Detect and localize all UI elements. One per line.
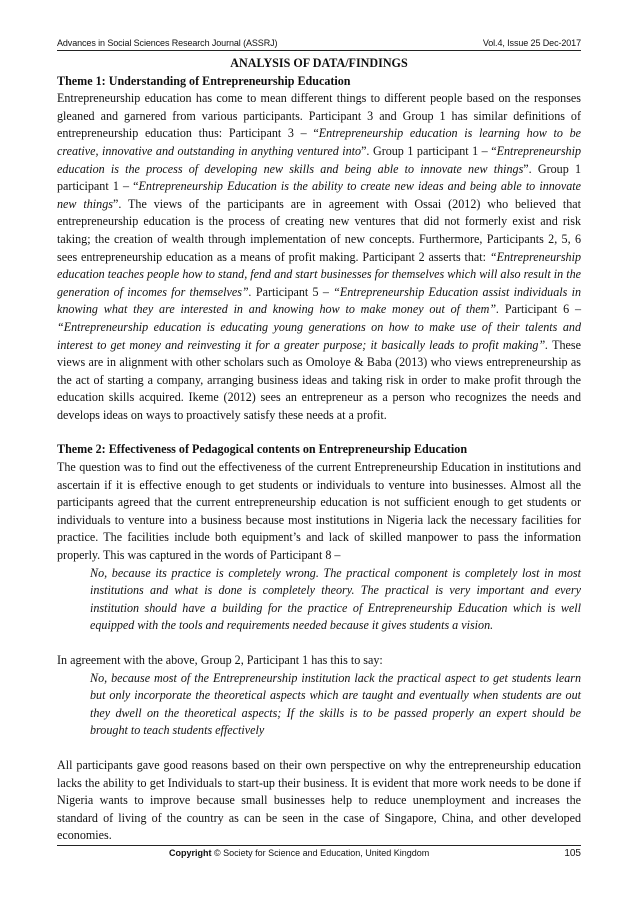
paragraph-text: ”. Group 1 participant 1 – “ [57,161,581,194]
footer-rule [57,845,581,846]
participant-quote: Entrepreneurship education is learning how to be creative, innovative and outstanding in anything ventured into [57,126,581,158]
spacer [57,740,581,757]
theme-2-paragraph-2: In agreement with the above, Group 2, Participant 1 has this to say: [57,653,383,667]
participant-quote: “Entrepreneurship Education assist individuals in knowing what they are interested in and knowing how to make money out of them”. [57,284,581,317]
paragraph-text: ”. Group 1 participant 1 – “ [361,143,497,158]
theme-2-paragraph-1: The question was to find out the effectiveness of the current Entrepreneurship Education in institutions and ascertain if it is effective enough to get students or individuals to venture into businesses. Almost all the participants agreed that the current entrepreneurship education is not sufficient enough to get students or individuals to venture into a business because most institutions in Nigeria lack the necessary facilities for practice. The facilities include both equipment’s and lack of skilled manpower to pass the information properly. This was captured in the words of Participant 8 – [57,460,581,563]
paragraph-text: These views are in alignment with other scholars such as Omoloye & Baba (2013) who views entrepreneurship as the act of starting a company, arranging business ideas and taking risk in order to make profit through the education skills acquired. Ikeme (2012) sees an entrepreneur as a person who recognizes the needs and develops ideas on ways to proactively satisfy these needs at a profit. [57,337,581,422]
section-title: ANALYSIS OF DATA/FINDINGS [230,56,408,70]
participant-quote: “Entrepreneurship education teaches people how to stand, fend and start businesses for themselves which will also result in the generation of incomes for themselves”. [57,249,581,299]
paragraph-text: Participant 5 – [251,284,334,299]
copyright-label: Copyright [169,848,212,858]
paragraph-text: ”. The views of the participants are in agreement with Ossai (2012) who believed that entrepreneurship education is the process of creating new ventures that did not formerly exist and risk taking; the creation of wealth through implementation of new concepts. Furthermore, Participants 2, 5, 6 sees entrepreneurship education as a means of profit making. Participant 2 asserts that: [57,196,582,264]
participant-8-quote: No, because its practice is completely wrong. The practical component is completely lost in most institutions and what is done is completely theory. The practical is very important and every institution should have a building for the practice of Entrepreneurship Education which is well equipped with the tools and requirements needed because it gives students a vision. [90,565,581,633]
spacer [57,635,581,652]
page-number: 105 [564,848,581,859]
participant-quote: Entrepreneurship education is the process of developing new skills and being able to innovate new things [57,143,582,176]
article-body [57,55,581,845]
theme-1-paragraph [57,90,581,424]
running-header [57,38,581,51]
participant-quote: “Entrepreneurship education is educating young generations on how to make use of their talents and interest to get money and reinvesting it for a greater purpose; it basically leads to profit making”. [57,319,581,352]
copyright-text: © Society for Science and Education, United Kingdom [211,848,430,858]
theme-1-heading: Theme 1: Understanding of Entrepreneurship Education [57,73,351,88]
issue-info: Vol.4, Issue 25 Dec-2017 [482,38,581,48]
theme-2-paragraph-3: All participants gave good reasons based on their own perspective on why the entrepreneurship education lacks the ability to get Individuals to start-up their business. It is evident that more work needs to be done if Nigeria wants to improve because small businesses help to reduce unemployment and increases the standard of living of the country as can be seen in the case of Singapore, China, and other developed economies. [57,757,581,843]
group-2-participant-1-quote: No, because most of the Entrepreneurship institution lack the practical aspect to get students learn but only incorporate the theoretical aspects which are taught and eventually when students are out they dwell on the theoretical aspects; If the skills is to be passed properly an expert should be brought to teach students effectively [90,670,581,738]
journal-name: Advances in Social Sciences Research Journal (ASSRJ) [57,38,278,48]
theme-2-heading: Theme 2: Effectiveness of Pedagogical contents on Entrepreneurship Education [57,442,468,457]
paragraph-text: Entrepreneurship education has come to mean different things to different people based on the responses gleaned and garnered from various participants. Participant 3 and Group 1 has similar definitions of entrepreneurship education thus: Participant 3 – “ [57,91,581,141]
paragraph-text: Participant 6 – [499,302,581,317]
copyright-line [169,848,429,858]
participant-quote: Entrepreneurship Education is the ability to create new ideas and being able to innovate new things [57,179,581,211]
spacer [57,424,581,441]
